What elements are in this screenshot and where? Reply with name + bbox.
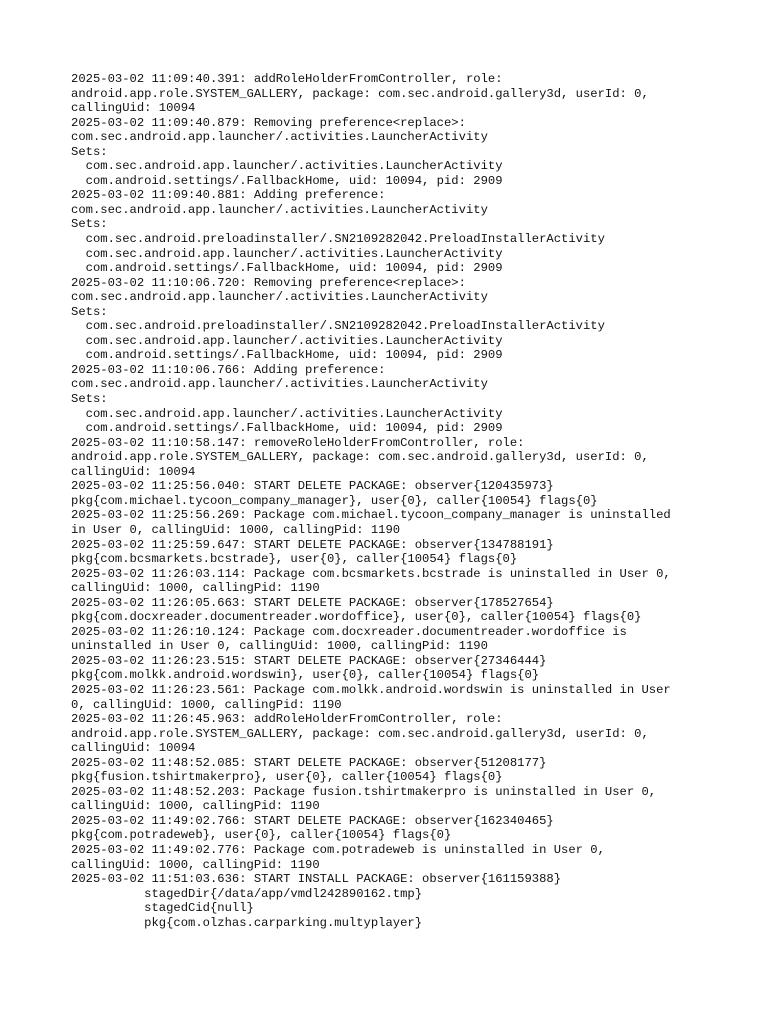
- log-line: com.android.settings/.FallbackHome, uid: 10094, pid: 2909: [71, 261, 503, 276]
- log-line: in User 0, callingUid: 1000, callingPid: 1190: [71, 522, 401, 537]
- log-line: pkg{com.potradeweb}, user{0}, caller{10054} flags{0}: [71, 828, 452, 843]
- log-line: Sets:: [71, 392, 108, 407]
- log-line: 2025-03-02 11:48:52.085: START DELETE PACKAGE: observer{51208177}: [71, 755, 547, 770]
- log-line: 2025-03-02 11:09:40.391: addRoleHolderFromController, role:: [71, 72, 503, 86]
- log-line: 2025-03-02 11:26:45.963: addRoleHolderFromController, role:: [71, 712, 503, 727]
- log-line: 2025-03-02 11:26:23.515: START DELETE PACKAGE: observer{27346444}: [71, 653, 547, 668]
- log-line: com.sec.android.app.launcher/.activities.LauncherActivity: [71, 406, 503, 421]
- log-line: callingUid: 10094: [71, 464, 196, 479]
- log-line: android.app.role.SYSTEM_GALLERY, package: com.sec.android.gallery3d, userId: 0,: [71, 726, 649, 741]
- log-body: [71, 72, 711, 930]
- log-line: android.app.role.SYSTEM_GALLERY, package: com.sec.android.gallery3d, userId: 0,: [71, 450, 649, 465]
- log-line: 2025-03-02 11:25:56.040: START DELETE PACKAGE: observer{120435973}: [71, 479, 554, 494]
- log-line: pkg{com.michael.tycoon_company_manager}, user{0}, caller{10054} flags{0}: [71, 493, 598, 508]
- log-line: com.sec.android.app.launcher/.activities.LauncherActivity: [71, 202, 488, 217]
- log-line: com.android.settings/.FallbackHome, uid: 10094, pid: 2909: [71, 173, 503, 188]
- log-line: com.sec.android.app.launcher/.activities.LauncherActivity: [71, 159, 503, 174]
- log-line: callingUid: 10094: [71, 741, 196, 756]
- log-line: callingUid: 1000, callingPid: 1190: [71, 857, 320, 872]
- log-line: 2025-03-02 11:49:02.776: Package com.potradeweb is uninstalled in User 0,: [71, 842, 605, 857]
- log-line: Sets:: [71, 144, 108, 159]
- log-document: [71, 72, 711, 930]
- log-line: callingUid: 1000, callingPid: 1190: [71, 581, 320, 596]
- log-line: callingUid: 1000, callingPid: 1190: [71, 799, 320, 814]
- log-line: pkg{com.docxreader.documentreader.wordoffice}, user{0}, caller{10054} flags{0}: [71, 610, 642, 625]
- log-line: Sets:: [71, 217, 108, 232]
- log-line: uninstalled in User 0, callingUid: 1000, callingPid: 1190: [71, 639, 488, 654]
- log-line: pkg{com.olzhas.carparking.multyplayer}: [71, 915, 423, 930]
- log-line: 2025-03-02 11:49:02.766: START DELETE PACKAGE: observer{162340465}: [71, 813, 554, 828]
- log-line: com.sec.android.preloadinstaller/.SN2109282042.PreloadInstallerActivity: [71, 232, 605, 247]
- log-line: 2025-03-02 11:09:40.881: Adding preference:: [71, 188, 386, 203]
- log-line: pkg{com.bcsmarkets.bcstrade}, user{0}, caller{10054} flags{0}: [71, 552, 518, 567]
- log-line: 2025-03-02 11:48:52.203: Package fusion.tshirtmakerpro is uninstalled in User 0,: [71, 784, 657, 799]
- log-line: 2025-03-02 11:26:05.663: START DELETE PACKAGE: observer{178527654}: [71, 595, 554, 610]
- log-line: com.sec.android.app.launcher/.activities.LauncherActivity: [71, 377, 488, 392]
- log-line: 0, callingUid: 1000, callingPid: 1190: [71, 697, 342, 712]
- log-line: 2025-03-02 11:10:06.720: Removing preference<replace>:: [71, 275, 466, 290]
- log-line: 2025-03-02 11:10:06.766: Adding preference:: [71, 362, 386, 377]
- log-line: com.android.settings/.FallbackHome, uid: 10094, pid: 2909: [71, 348, 503, 363]
- log-line: 2025-03-02 11:26:23.561: Package com.molkk.android.wordswin is uninstalled in User: [71, 682, 671, 697]
- log-line: 2025-03-02 11:26:10.124: Package com.docxreader.documentreader.wordoffice is: [71, 624, 627, 639]
- log-line: stagedDir{/data/app/vmdl242890162.tmp}: [71, 886, 423, 901]
- log-line: com.android.settings/.FallbackHome, uid: 10094, pid: 2909: [71, 421, 503, 436]
- log-line: com.sec.android.app.launcher/.activities.LauncherActivity: [71, 290, 488, 305]
- log-line: com.sec.android.app.launcher/.activities.LauncherActivity: [71, 130, 488, 145]
- log-line: 2025-03-02 11:25:56.269: Package com.michael.tycoon_company_manager is uninstalled: [71, 508, 671, 523]
- log-line: 2025-03-02 11:25:59.647: START DELETE PACKAGE: observer{134788191}: [71, 537, 554, 552]
- log-line: pkg{fusion.tshirtmakerpro}, user{0}, caller{10054} flags{0}: [71, 770, 503, 785]
- log-line: callingUid: 10094: [71, 101, 196, 116]
- log-line: pkg{com.molkk.android.wordswin}, user{0}, caller{10054} flags{0}: [71, 668, 540, 683]
- log-line: com.sec.android.app.launcher/.activities.LauncherActivity: [71, 333, 503, 348]
- log-line: 2025-03-02 11:26:03.114: Package com.bcsmarkets.bcstrade is uninstalled in User 0,: [71, 566, 671, 581]
- log-line: stagedCid{null}: [71, 901, 254, 916]
- log-line: com.sec.android.app.launcher/.activities.LauncherActivity: [71, 246, 503, 261]
- log-line: android.app.role.SYSTEM_GALLERY, package: com.sec.android.gallery3d, userId: 0,: [71, 86, 649, 101]
- log-line: Sets:: [71, 304, 108, 319]
- log-line: 2025-03-02 11:51:03.636: START INSTALL PACKAGE: observer{161159388}: [71, 872, 562, 887]
- log-line: 2025-03-02 11:09:40.879: Removing preference<replace>:: [71, 115, 466, 130]
- log-line: 2025-03-02 11:10:58.147: removeRoleHolderFromController, role:: [71, 435, 525, 450]
- log-line: com.sec.android.preloadinstaller/.SN2109282042.PreloadInstallerActivity: [71, 319, 605, 334]
